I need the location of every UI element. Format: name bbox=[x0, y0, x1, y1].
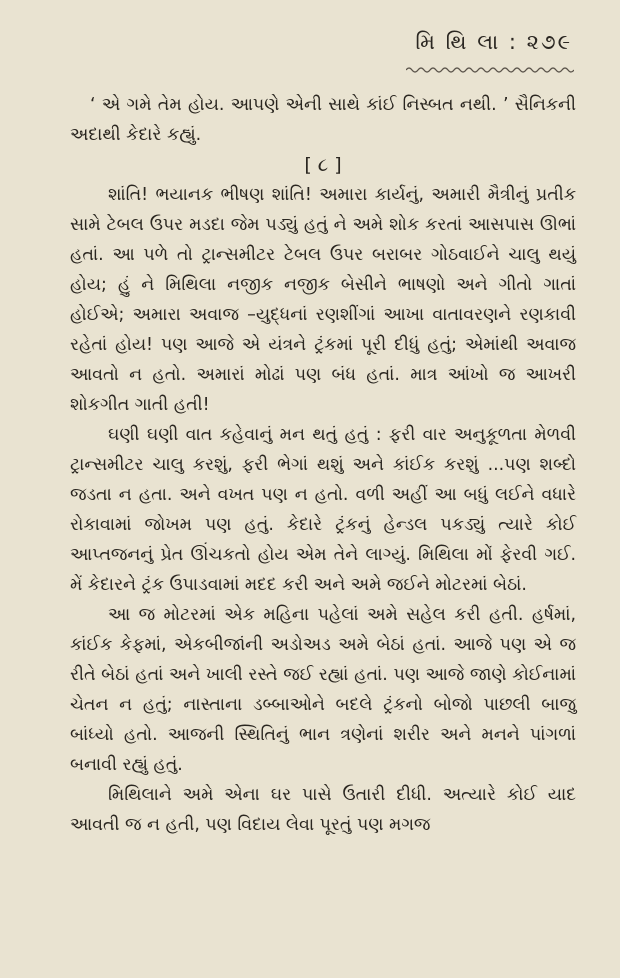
page-body bbox=[70, 90, 576, 840]
header-wavy-rule bbox=[406, 66, 574, 74]
section-number: [ ૮ ] bbox=[304, 154, 342, 176]
paragraph: શાંતિ! ભયાનક ભીષણ શાંતિ! અમારા કાર્યનું, અમારી મૈત્રીનું પ્રતીક સામે ટેબલ ઉપર મડદા જેમ પડ્યું હતું ને અમે શોક કરતાં આસપાસ ઊભાં હતાં. આ પળે તો ટ્રાન્સમીટર ટેબલ ઉપર બરાબર ગોઠવાઈને ચાલુ થયું હોય; હું ને મિથિલા નજીક નજીક બેસીને ભાષણો અને ગીતો ગાતાં હોઈએ; અમારા અવાજ –યુદ્ધનાં રણશીંગાં આખા વાતાવરણને રણકાવી રહેતાં હોય! પણ આજે એ યંત્રને ટ્રંકમાં પૂરી દીધું હતું; એમાંથી અવાજ આવતો ન હતો. અમારાં મોઢાં પણ બંધ હતાં. માત્ર આંખો જ આખરી શોકગીત ગાતી હતી! bbox=[70, 185, 576, 415]
paragraph: આ જ મોટરમાં એક મહિના પહેલાં અમે સહેલ કરી હતી. હર્ષમાં, કાંઈક કેફમાં, એકબીજાંની અડોઅડ અમે બેઠાં હતાં. આજે પણ એ જ રીતે બેઠાં હતાં અને ખાલી રસ્તે જઈ રહ્યાં હતાં. પણ આજે જાણે કોઈનામાં ચેતન ન હતું; નાસ્તાના ડબ્બાઓને બદલે ટ્રંકનો બોજો પાછલી બાજુ બાંધ્યો હતો. આજની સ્થિતિનું ભાન ત્રણેનાં શરીર અને મનને પાંગળાં બનાવી રહ્યું હતું. bbox=[70, 605, 576, 775]
paragraph: ઘણી ઘણી વાત કહેવાનું મન થતું હતું : ફરી વાર અનુકૂળતા મેળવી ટ્રાન્સમીટર ચાલુ કરશું, ફરી ભેગાં થશું અને કાંઈક કરશું ...પણ શબ્દો જડતા ન હતા. અને વખત પણ ન હતો. વળી અહીં આ બધું લઈને વધારે રોકાવામાં જોખમ પણ હતું. કેદારે ટ્રંકનું હેન્ડલ પકડ્યું ત્યારે કોઈ આપ્તજનનું પ્રેત ઊંચકતો હોય એમ તેને લાગ્યું. મિથિલા મોં ફેરવી ગઈ. મેં કેદારને ટ્રંક ઉપાડવામાં મદદ કરી અને અમે જઈને મોટરમાં બેઠાં. bbox=[70, 425, 576, 595]
running-header: મિ થિ લા : ૨૭૯ bbox=[415, 30, 572, 54]
dialogue-paragraph: ‘ એ ગમે તેમ હોય. આપણે એની સાથે કાંઈ નિસ્બત નથી. ’ સૈનિકની અદાથી કેદારે કહ્યું. bbox=[70, 95, 576, 145]
paragraph: મિથિલાને અમે એના ઘર પાસે ઉતારી દીધી. અત્યારે કોઈ યાદ આવતી જ ન હતી, પણ વિદાય લેવા પૂરતું પણ મગજ bbox=[70, 785, 576, 835]
